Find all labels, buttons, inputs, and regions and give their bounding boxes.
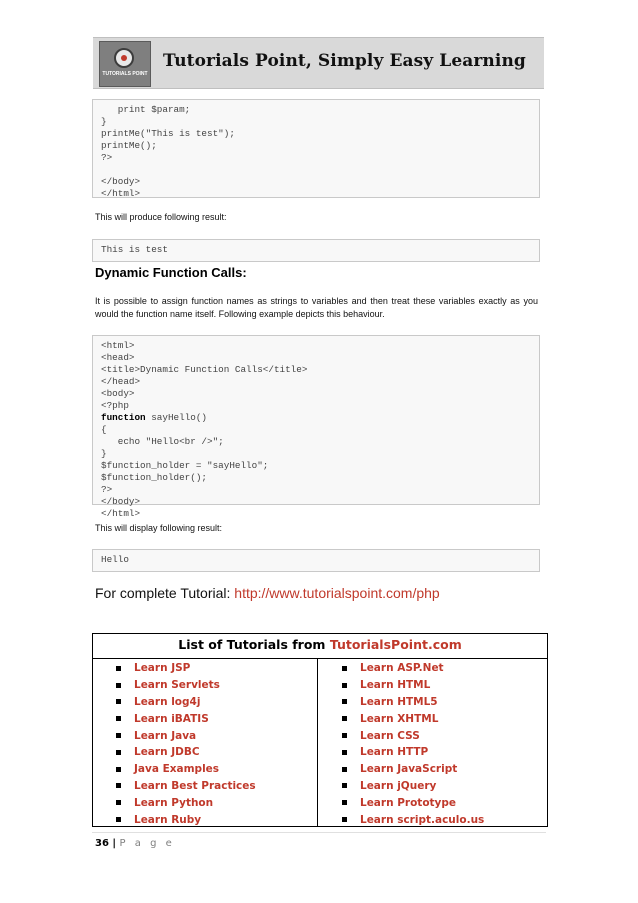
table-divider-horizontal	[93, 658, 547, 659]
tutorials-list-title-brand: TutorialsPoint.com	[329, 637, 462, 652]
tutorial-list-item[interactable]	[342, 811, 484, 828]
code-line: }	[101, 448, 107, 459]
tutorial-list-item[interactable]	[116, 811, 256, 828]
output-block-2	[92, 549, 540, 572]
square-bullet-icon	[116, 666, 121, 671]
code-line: </html>	[101, 508, 141, 519]
tutorial-list-item[interactable]	[342, 677, 484, 694]
tutorials-list-left	[116, 660, 256, 828]
code-line: }	[101, 116, 107, 127]
tutorial-list-item[interactable]	[116, 794, 256, 811]
tutorial-link[interactable]: Learn script.aculo.us	[360, 813, 485, 826]
tutorial-link[interactable]: Learn Ruby	[134, 813, 202, 826]
tutorial-link[interactable]: Learn iBATIS	[134, 712, 209, 725]
tutorials-list-title-prefix: List of Tutorials from	[178, 637, 330, 652]
section-paragraph: It is possible to assign function names as strings to variables and then treat these variables exactly as you would the function name itself. Following example depicts this behaviour.	[95, 296, 538, 319]
tutorials-list-right	[342, 660, 484, 828]
code-line	[101, 412, 531, 424]
page-header	[93, 37, 544, 89]
tutorial-link[interactable]: Learn JDBC	[134, 746, 200, 759]
code-keyword: function	[101, 412, 146, 423]
square-bullet-icon	[116, 716, 121, 721]
code-line: printMe();	[101, 140, 157, 151]
logo-emblem-icon	[114, 48, 134, 68]
square-bullet-icon	[116, 817, 121, 822]
logo-text: TUTORIALS POINT	[102, 71, 148, 77]
square-bullet-icon	[342, 783, 347, 788]
square-bullet-icon	[342, 767, 347, 772]
code-line	[101, 164, 531, 176]
square-bullet-icon	[342, 666, 347, 671]
tutorial-link[interactable]: Learn ASP.Net	[360, 662, 444, 675]
tutorial-link[interactable]: Learn HTTP	[360, 746, 429, 759]
square-bullet-icon	[116, 750, 121, 755]
section-heading: Dynamic Function Calls:	[95, 265, 247, 280]
tutorial-link[interactable]: Learn HTML5	[360, 695, 438, 708]
page-label: P a g e	[119, 838, 175, 849]
tutorial-list-item[interactable]	[116, 761, 256, 778]
tutorials-point-logo	[99, 41, 151, 87]
tutorial-list-item[interactable]	[116, 744, 256, 761]
square-bullet-icon	[342, 800, 347, 805]
result-intro-2: This will display following result:	[95, 523, 223, 533]
page-footer	[95, 838, 175, 849]
tutorial-link[interactable]: Learn XHTML	[360, 712, 439, 725]
code-line: </head>	[101, 376, 141, 387]
tutorial-link[interactable]: Learn Python	[134, 796, 214, 809]
tutorial-list-item[interactable]	[116, 660, 256, 677]
code-line: <title>Dynamic Function Calls</title>	[101, 364, 308, 375]
tutorial-list-item[interactable]	[342, 794, 484, 811]
square-bullet-icon	[342, 817, 347, 822]
tutorial-list-item[interactable]	[342, 660, 484, 677]
square-bullet-icon	[116, 733, 121, 738]
header-title: Tutorials Point, Simply Easy Learning	[163, 51, 526, 71]
tutorial-link[interactable]: Learn Best Practices	[134, 779, 256, 792]
tutorials-list-title	[93, 637, 547, 652]
tutorial-link[interactable]: Learn Java	[134, 729, 197, 742]
code-line: $function_holder();	[101, 472, 208, 483]
tutorials-list-table	[92, 633, 548, 827]
square-bullet-icon	[116, 683, 121, 688]
tutorial-list-item[interactable]	[342, 710, 484, 727]
code-line: {	[101, 424, 107, 435]
square-bullet-icon	[342, 733, 347, 738]
code-line: <body>	[101, 388, 135, 399]
code-line: $function_holder = "sayHello";	[101, 460, 269, 471]
code-line: ?>	[101, 152, 113, 163]
page-number: 36	[95, 838, 109, 849]
result-intro-1: This will produce following result:	[95, 212, 227, 222]
code-block-1-content	[101, 104, 531, 200]
code-line: </html>	[101, 188, 141, 199]
square-bullet-icon	[342, 750, 347, 755]
footer-divider	[92, 832, 546, 833]
output-block-1-text: This is test	[101, 244, 168, 255]
square-bullet-icon	[116, 800, 121, 805]
tutorial-link[interactable]: Learn JSP	[134, 662, 191, 675]
tutorial-link[interactable]: Learn HTML	[360, 679, 431, 692]
code-block-2	[92, 335, 540, 519]
tutorial-link[interactable]: Learn log4j	[134, 695, 201, 708]
tutorial-list-item[interactable]	[116, 677, 256, 694]
tutorial-link[interactable]: Learn Servlets	[134, 679, 220, 692]
square-bullet-icon	[342, 716, 347, 721]
tutorial-list-item[interactable]	[116, 694, 256, 711]
tutorial-list-item[interactable]	[342, 761, 484, 778]
code-line: printMe("This is test");	[101, 128, 235, 139]
complete-tutorial-label: For complete Tutorial:	[95, 585, 235, 601]
code-line: ?>	[101, 484, 113, 495]
tutorial-list-item[interactable]	[116, 778, 256, 795]
footer-separator: |	[108, 838, 120, 849]
tutorial-link[interactable]: Learn CSS	[360, 729, 420, 742]
code-line: <head>	[101, 352, 135, 363]
code-line: </body>	[101, 176, 141, 187]
tutorial-link[interactable]: Learn jQuery	[360, 779, 437, 792]
tutorial-link[interactable]: Java Examples	[134, 763, 220, 776]
tutorial-list-item[interactable]	[116, 710, 256, 727]
square-bullet-icon	[342, 699, 347, 704]
code-line: echo "Hello<br />";	[101, 436, 224, 447]
code-line: <?php	[101, 400, 129, 411]
square-bullet-icon	[116, 767, 121, 772]
output-block-2-text: Hello	[101, 554, 129, 565]
code-line: print $param;	[101, 104, 191, 115]
square-bullet-icon	[342, 683, 347, 688]
tutorial-list-item[interactable]	[342, 694, 484, 711]
code-block-2-content	[101, 340, 531, 520]
code-function-signature: sayHello()	[145, 412, 208, 423]
tutorial-list-item[interactable]	[342, 727, 484, 744]
code-block-1	[92, 99, 540, 198]
square-bullet-icon	[116, 699, 121, 704]
square-bullet-icon	[116, 783, 121, 788]
complete-tutorial-line	[95, 585, 440, 601]
code-line: </body>	[101, 496, 141, 507]
tutorial-list-item[interactable]	[342, 778, 484, 795]
complete-tutorial-link[interactable]: http://www.tutorialspoint.com/php	[234, 585, 440, 601]
tutorial-link[interactable]: Learn JavaScript	[360, 763, 458, 776]
table-divider-vertical	[317, 658, 318, 826]
tutorial-list-item[interactable]	[116, 727, 256, 744]
code-line: <html>	[101, 340, 135, 351]
tutorial-list-item[interactable]	[342, 744, 484, 761]
tutorial-link[interactable]: Learn Prototype	[360, 796, 457, 809]
output-block-1	[92, 239, 540, 262]
